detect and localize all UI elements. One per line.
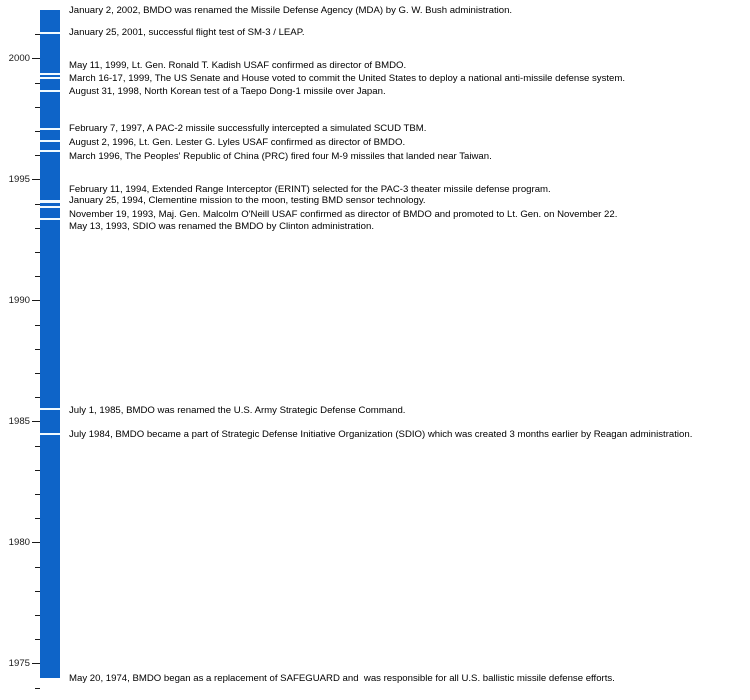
axis-tick-minor <box>35 373 40 374</box>
event-label: January 25, 2001, successful flight test of SM-3 / LEAP. <box>69 27 305 39</box>
axis-tick-minor <box>35 131 40 132</box>
axis-year-label: 1985 <box>8 416 30 428</box>
event-separator-line <box>40 77 60 79</box>
axis-tick-minor <box>35 276 40 277</box>
event-label: August 31, 1998, North Korean test of a Taepo Dong-1 missile over Japan. <box>69 86 386 98</box>
event-separator-line <box>40 433 60 435</box>
event-label: February 7, 1997, A PAC-2 missile successfully intercepted a simulated SCUD TBM. <box>69 123 427 135</box>
event-separator-line <box>40 201 60 203</box>
axis-tick-minor <box>35 446 40 447</box>
event-separator-line <box>40 150 60 152</box>
axis-year-label: 2000 <box>8 53 30 65</box>
axis-tick-minor <box>35 107 40 108</box>
event-label: February 11, 1994, Extended Range Interceptor (ERINT) selected for the PAC-3 theater missile defense program. <box>69 184 551 196</box>
event-separator-line <box>40 140 60 142</box>
axis-tick-minor <box>35 494 40 495</box>
axis-tick-major <box>32 542 40 543</box>
event-separator-line <box>40 408 60 410</box>
axis-tick-minor <box>35 397 40 398</box>
axis-tick-minor <box>35 155 40 156</box>
event-label: January 2, 2002, BMDO was renamed the Missile Defense Agency (MDA) by G. W. Bush administration. <box>69 5 513 17</box>
event-label: May 20, 1974, BMDO began as a replacement of SAFEGUARD and was responsible for all U.S. ballistic missile defense efforts. <box>69 673 615 685</box>
axis-tick-minor <box>35 325 40 326</box>
axis-year-label: 1975 <box>8 658 30 670</box>
axis-year-label: 1980 <box>8 537 30 549</box>
axis-tick-minor <box>35 639 40 640</box>
axis-tick-minor <box>35 591 40 592</box>
event-separator-line <box>40 73 60 75</box>
axis-tick-major <box>32 663 40 664</box>
axis-tick-minor <box>35 470 40 471</box>
event-label: March 1996, The Peoples' Republic of China (PRC) fired four M-9 missiles that landed near Taiwan. <box>69 151 492 163</box>
event-separator-line <box>40 218 60 220</box>
event-label: November 19, 1993, Maj. Gen. Malcolm O'Neill USAF confirmed as director of BMDO and promoted to Lt. Gen. on November 22. <box>69 209 618 221</box>
event-label: March 16-17, 1999, The US Senate and House voted to commit the United States to deploy a national anti-missile defense system. <box>69 73 626 85</box>
event-label: August 2, 1996, Lt. Gen. Lester G. Lyles USAF confirmed as director of BMDO. <box>69 137 406 149</box>
event-separator-line <box>40 90 60 92</box>
event-label: July 1, 1985, BMDO was renamed the U.S. Army Strategic Defense Command. <box>69 405 406 417</box>
axis-tick-minor <box>35 83 40 84</box>
axis-tick-major <box>32 421 40 422</box>
axis-tick-minor <box>35 34 40 35</box>
event-separator-line <box>40 206 60 208</box>
timeline-bar <box>40 10 60 678</box>
axis-year-label: 1990 <box>8 295 30 307</box>
event-separator-line <box>40 128 60 130</box>
axis-tick-minor <box>35 252 40 253</box>
axis-tick-minor <box>35 228 40 229</box>
event-label: May 11, 1999, Lt. Gen. Ronald T. Kadish USAF confirmed as director of BMDO. <box>69 60 407 72</box>
axis-tick-minor <box>35 349 40 350</box>
axis-year-label: 1995 <box>8 174 30 186</box>
event-label: July 1984, BMDO became a part of Strategic Defense Initiative Organization (SDIO) which was created 3 months earlier by Reagan administration. <box>69 429 693 441</box>
axis-tick-minor <box>35 518 40 519</box>
event-label: January 25, 1994, Clementine mission to the moon, testing BMD sensor technology. <box>69 195 426 207</box>
axis-tick-minor <box>35 615 40 616</box>
axis-tick-major <box>32 179 40 180</box>
event-label: May 13, 1993, SDIO was renamed the BMDO by Clinton administration. <box>69 221 375 233</box>
axis-tick-minor <box>35 567 40 568</box>
event-separator-line <box>40 32 60 34</box>
axis-tick-major <box>32 58 40 59</box>
axis-tick-major <box>32 300 40 301</box>
axis-tick-minor <box>35 688 40 689</box>
